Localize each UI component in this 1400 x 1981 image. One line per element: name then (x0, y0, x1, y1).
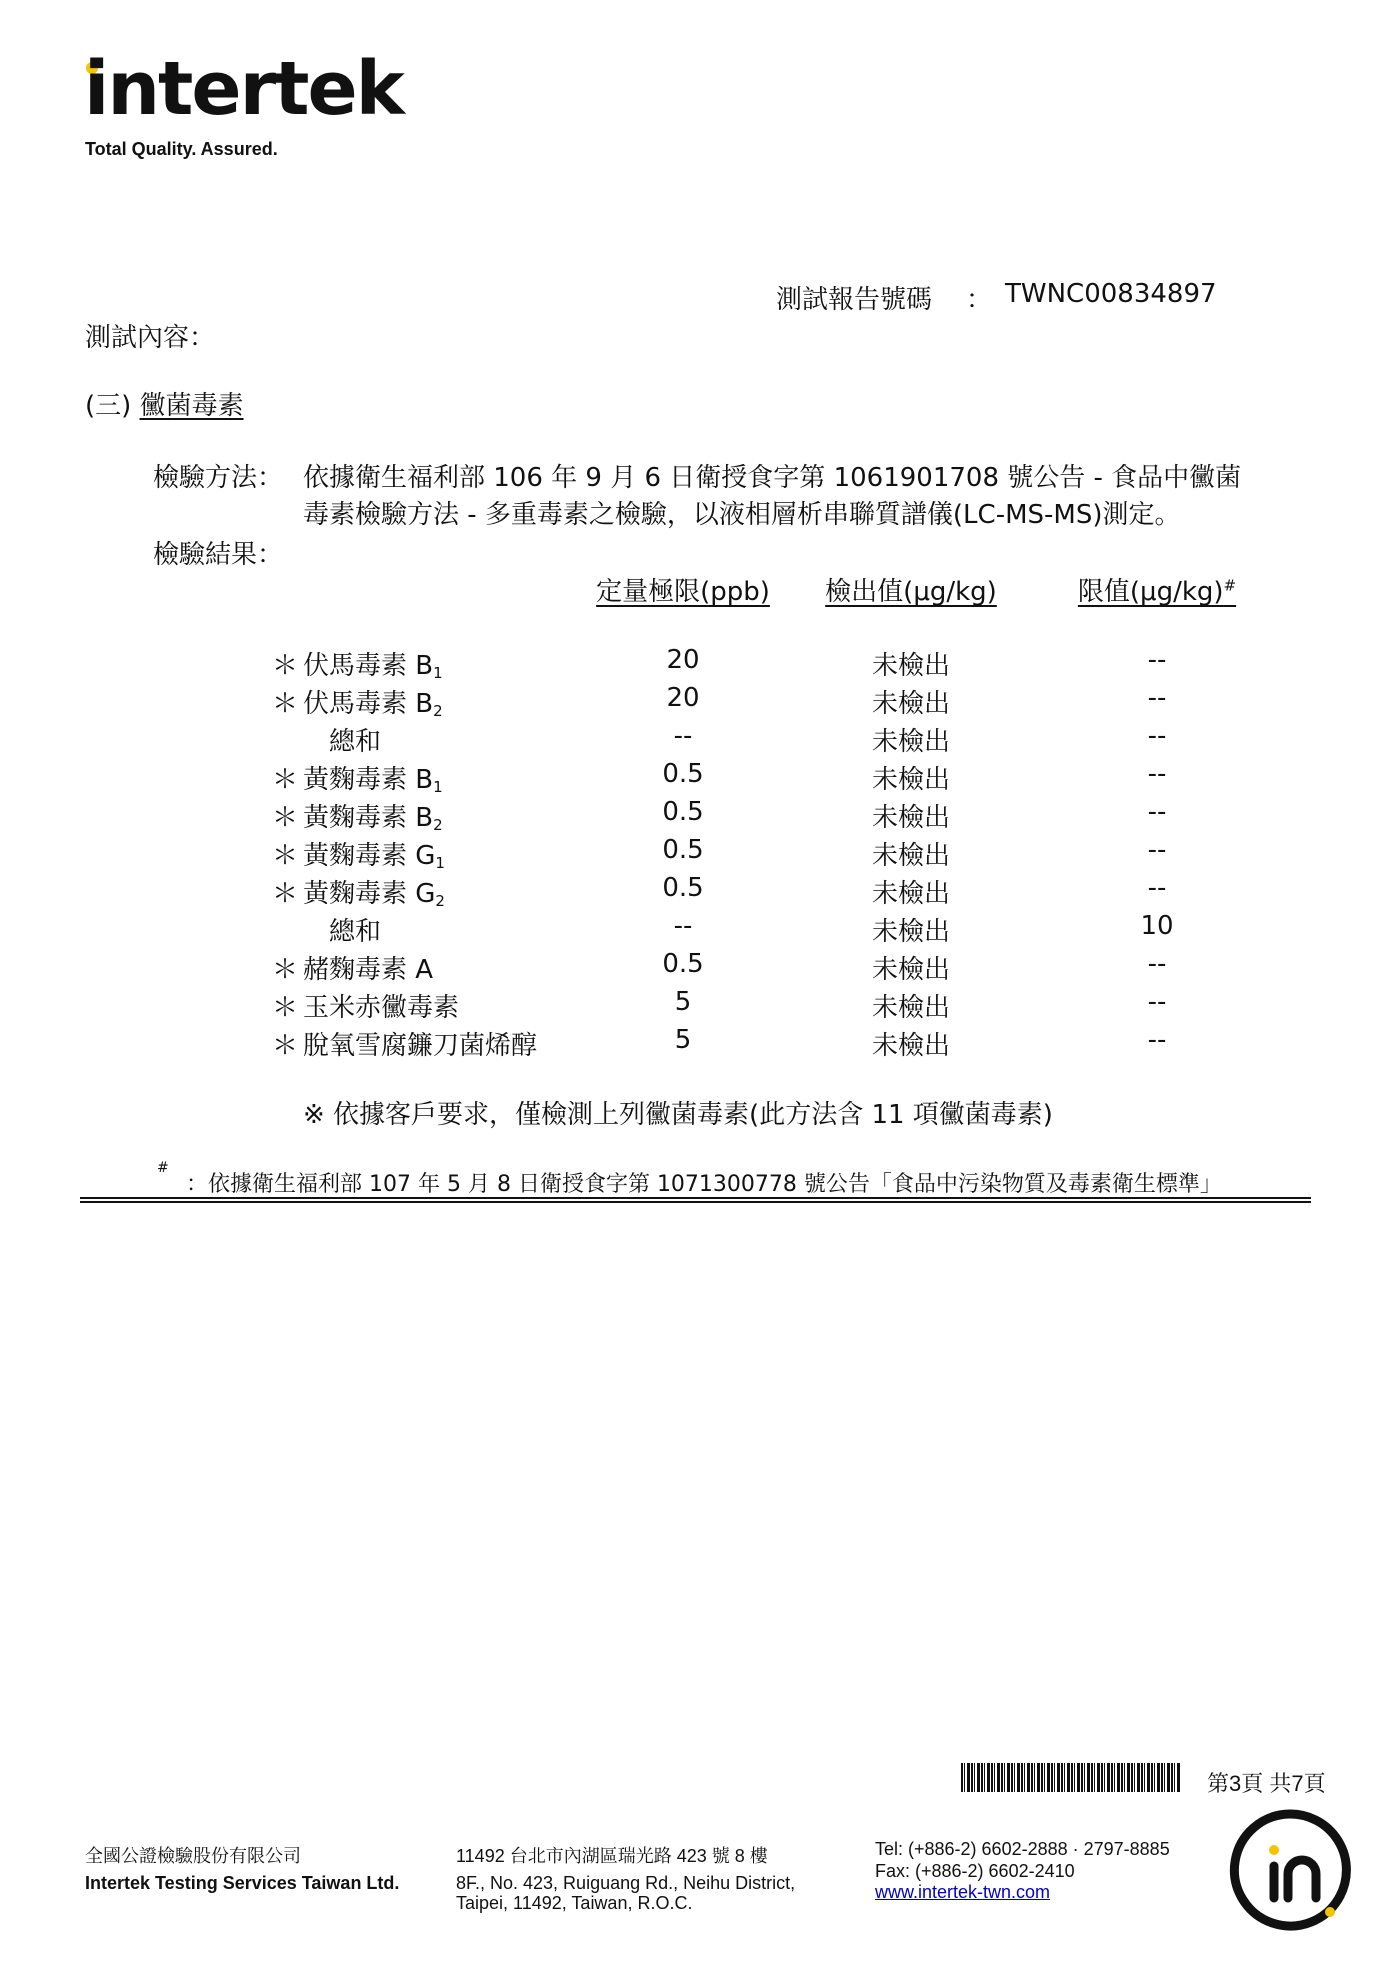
analyte-subscript: 2 (435, 892, 445, 910)
header-limit-mark: # (1223, 576, 1237, 595)
limit-value: -- (1147, 759, 1167, 789)
result-value: 未檢出 (871, 727, 951, 757)
section-name: 黴菌毒素 (139, 391, 244, 421)
required-mark: ＊ (272, 651, 299, 681)
result-value: 未檢出 (871, 689, 951, 719)
section-title (85, 385, 244, 422)
table-row (0, 1025, 1400, 1063)
analyte-name (303, 949, 433, 986)
report-number-label: 測試報告號碼 (776, 285, 933, 315)
tagline: Total Quality. Assured. (85, 139, 278, 159)
required-mark: ＊ (272, 1031, 299, 1061)
footnote-mark: # (157, 1160, 169, 1176)
loq-value: 20 (666, 683, 700, 713)
analyte-name (303, 683, 443, 720)
limit-value: -- (1147, 987, 1167, 1017)
note: ※ 依據客戶要求，僅檢測上列黴菌毒素(此方法含 11 項黴菌毒素) (303, 1100, 1053, 1130)
result-value: 未檢出 (871, 879, 951, 909)
header-result: 檢出值(μg/kg) (825, 577, 997, 607)
analyte-label: 總和 (329, 917, 382, 947)
analyte-name (303, 645, 443, 682)
loq-value: 5 (674, 1025, 692, 1055)
limit-value: -- (1147, 873, 1167, 903)
result-value: 未檢出 (871, 993, 951, 1023)
result-value: 未檢出 (871, 765, 951, 795)
section-number: (三) (85, 391, 132, 421)
limit-value: -- (1147, 645, 1167, 675)
required-mark: ＊ (272, 879, 299, 909)
analyte-name (303, 987, 459, 1024)
result-value: 未檢出 (871, 803, 951, 833)
required-mark: ＊ (272, 993, 299, 1023)
loq-value: 0.5 (662, 797, 704, 827)
method-label: 檢驗方法： (153, 463, 284, 493)
header-loq: 定量極限(ppb) (596, 577, 770, 607)
loq-value: 0.5 (662, 759, 704, 789)
analyte-label: 總和 (329, 727, 382, 757)
address-en-1: 8F., No. 423, Ruiguang Rd., Neihu District, (456, 1873, 796, 1893)
table-row (0, 835, 1400, 873)
tel: Tel: (+886-2) 6602-2888 · 2797-8885 (875, 1839, 1170, 1859)
analyte-name (303, 797, 443, 834)
report-number-colon: ： (966, 285, 993, 315)
table-row (0, 645, 1400, 683)
analyte-label: 黃麴毒素 G (303, 841, 436, 871)
analyte-label: 赭麴毒素 A (303, 955, 434, 985)
analyte-label: 黃麴毒素 G (303, 879, 436, 909)
limit-value: -- (1147, 683, 1167, 713)
address-en-2: Taipei, 11492, Taiwan, R.O.C. (456, 1893, 693, 1913)
limit-value: -- (1147, 1025, 1167, 1055)
report-number: TWNC00834897 (1005, 279, 1217, 309)
intertek-in-logo-icon (1228, 1808, 1352, 1932)
analyte-subscript: 1 (433, 778, 443, 796)
required-mark: ＊ (272, 841, 299, 871)
content-label: 測試內容： (85, 323, 216, 353)
footnote-text: ：依據衛生福利部 107 年 5 月 8 日衛授食字第 1071300778 號公告「食品中污染物質及毒素衛生標準」 (186, 1172, 1222, 1197)
limit-value: -- (1147, 949, 1167, 979)
result-value: 未檢出 (871, 955, 951, 985)
header-limit (1078, 571, 1236, 608)
intertek-logo: intertek (84, 46, 403, 132)
limit-value: -- (1147, 797, 1167, 827)
method-line-2: 毒素檢驗方法 - 多重毒素之檢驗，以液相層析串聯質譜儀(LC-MS-MS)測定。 (303, 500, 1181, 530)
analyte-name (303, 835, 445, 872)
table-row (0, 797, 1400, 835)
result-value: 未檢出 (871, 651, 951, 681)
analyte-subscript: 1 (433, 664, 443, 682)
company-zh: 全國公證檢驗股份有限公司 (85, 1846, 301, 1866)
limit-value: 10 (1140, 911, 1174, 941)
required-mark: ＊ (272, 689, 299, 719)
limit-value: -- (1147, 835, 1167, 865)
method-line-1: 依據衛生福利部 106 年 9 月 6 日衛授食字第 1061901708 號公告 - 食品中黴菌 (303, 463, 1242, 493)
required-mark: ＊ (272, 765, 299, 795)
results-label: 檢驗結果： (153, 540, 284, 570)
address-zh: 11492 台北市內湖區瑞光路 423 號 8 樓 (456, 1846, 768, 1866)
table-row (0, 759, 1400, 797)
analyte-label: 脫氧雪腐鐮刀菌烯醇 (303, 1031, 538, 1061)
analyte-name (329, 911, 381, 948)
loq-value: 0.5 (662, 949, 704, 979)
loq-value: 20 (666, 645, 700, 675)
analyte-label: 黃麴毒素 B (303, 803, 434, 833)
table-row (0, 949, 1400, 987)
analyte-label: 玉米赤黴毒素 (303, 993, 460, 1023)
loq-value: 0.5 (662, 835, 704, 865)
analyte-name (329, 721, 381, 758)
website-link[interactable]: www.intertek-twn.com (875, 1882, 1051, 1902)
double-rule (80, 1197, 1311, 1203)
result-value: 未檢出 (871, 917, 951, 947)
analyte-label: 伏馬毒素 B (303, 651, 434, 681)
result-value: 未檢出 (871, 1031, 951, 1061)
loq-value: -- (673, 911, 693, 941)
analyte-name (303, 759, 443, 796)
table-row (0, 987, 1400, 1025)
table-row (0, 721, 1400, 759)
loq-value: 0.5 (662, 873, 704, 903)
analyte-label: 黃麴毒素 B (303, 765, 434, 795)
loq-value: -- (673, 721, 693, 751)
table-row (0, 683, 1400, 721)
analyte-name (303, 1025, 537, 1062)
required-mark: ＊ (272, 803, 299, 833)
page-indicator: 第3頁 共7頁 (1207, 1771, 1326, 1796)
header-limit-text: 限值(μg/kg) (1077, 577, 1224, 607)
company-en: Intertek Testing Services Taiwan Ltd. (85, 1873, 400, 1893)
analyte-subscript: 1 (435, 854, 445, 872)
analyte-subscript: 2 (433, 816, 443, 834)
table-row (0, 873, 1400, 911)
barcode (961, 1763, 1181, 1792)
analyte-name (303, 873, 445, 910)
limit-value: -- (1147, 721, 1167, 751)
required-mark: ＊ (272, 955, 299, 985)
loq-value: 5 (674, 987, 692, 1017)
analyte-subscript: 2 (433, 702, 443, 720)
fax: Fax: (+886-2) 6602-2410 (875, 1861, 1075, 1881)
result-value: 未檢出 (871, 841, 951, 871)
table-row (0, 911, 1400, 949)
analyte-label: 伏馬毒素 B (303, 689, 434, 719)
